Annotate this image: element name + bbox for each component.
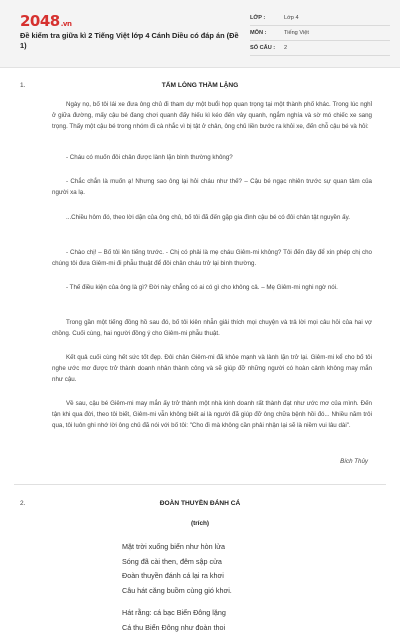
document-title: Đề kiểm tra giữa kì 2 Tiếng Việt lớp 4 Cánh Diều có đáp án (Đề 1) (20, 31, 240, 51)
poem-line: Câu hát căng buồm cùng gió khơi. (122, 584, 362, 599)
meta-value: 2 (284, 45, 390, 51)
question-subtitle: (trích) (0, 520, 400, 527)
passage-author: Bích Thủy (340, 458, 368, 465)
meta-key: MÔN : (250, 30, 284, 36)
poem-line: Cá thu Biển Đông như đoàn thoi (122, 621, 362, 635)
logo-tld: .vn (61, 20, 72, 28)
meta-value[interactable]: Lớp 4 (284, 15, 390, 21)
question-title: TẤM LÒNG THẦM LẶNG (0, 82, 400, 89)
site-logo[interactable] (20, 12, 71, 30)
meta-key: LỚP : (250, 15, 284, 21)
passage-paragraph: Kết quả cuối cùng hết sức tốt đẹp. Đôi chân Giêm-mi đã khỏe mạnh và lành lặn trở lại. Giêm-mi kể cho bố tôi nghe ước mơ được trở thành doanh nhân thành công và sẽ giúp đỡ những người có hoàn cảnh không may mắn như cậu. (52, 352, 372, 385)
question-title: ĐOÀN THUYỀN ĐÁNH CÁ (0, 500, 400, 507)
meta-row-subject (250, 26, 390, 41)
poem-line: Sóng đã cài then, đêm sập cửa (122, 555, 362, 570)
passage-paragraph: - Chắc chắn là muốn ạ! Nhưng sao ông lại hỏi cháu như thế? – Cậu bé ngạc nhiên trước sự quan tâm của người xa lạ. (52, 176, 372, 198)
logo-text: 2048 (20, 12, 60, 30)
meta-table (250, 11, 390, 56)
passage-paragraph: - Chào chị! – Bố tôi lên tiếng trước. - Chị có phải là mẹ cháu Giêm-mi không? Tôi đến đây để xin phép chị cho chúng tôi đưa Giêm-mi đi phẫu thuật để đôi chân cháu trở lại bình thường. (52, 247, 372, 269)
meta-value[interactable]: Tiếng Việt (284, 30, 390, 36)
poem-line: Mặt trời xuống biển như hòn lửa (122, 540, 362, 555)
poem-line: Đoàn thuyền đánh cá lại ra khơi (122, 569, 362, 584)
poem (122, 540, 362, 635)
passage-paragraph: - Thế điều kiện của ông là gì? Đời này chẳng có ai có gì cho không cả. – Mẹ Giêm-mi nghi ngờ nói. (52, 282, 372, 293)
meta-row-question-count (250, 41, 390, 56)
poem-line: Hát rằng: cá bạc Biển Đông lặng (122, 606, 362, 621)
poem-stanza-gap (122, 598, 362, 606)
passage-paragraph: - Cháu có muốn đôi chân được lành lặn bình thường không? (52, 152, 372, 163)
question-number: 2. (20, 500, 25, 507)
passage-paragraph: Trong gần một tiếng đồng hồ sau đó, bố tôi kiên nhẫn giải thích mọi chuyện và trả lời mọi câu hỏi của hai vợ chồng. Cuối cùng, hai người đồng ý cho Giêm-mi phẫu thuật. (52, 317, 372, 339)
passage-paragraph: ...Chiều hôm đó, theo lời dặn của ông chủ, bố tôi đã đến gặp gia đình cậu bé có đôi chân tật nguyền ấy. (52, 212, 372, 223)
passage-paragraph: Ngày nọ, bố tôi lái xe đưa ông chủ đi tham dự một buổi họp quan trọng tại một thành phố khác. Trong lúc nghỉ ở giữa đường, mấy cậu bé đang chơi quanh đấy hiếu kì kéo đến vây quanh, ngắm nghía và sờ mó chiếc xe sang trọng. Thấy một cậu bé trong nhóm đi cà nhắc vì bị tật ở chân, ông chủ liền bước ra khỏi xe, đến chỗ cậu bé và hỏi: (52, 99, 372, 132)
question-number: 1. (20, 82, 25, 89)
meta-row-class (250, 11, 390, 26)
question-divider (14, 484, 386, 485)
page-header (0, 0, 400, 68)
meta-key: SỐ CÂU : (250, 45, 284, 51)
passage-paragraph: Về sau, cậu bé Giêm-mi may mắn ấy trở thành một nhà kinh doanh rất thành đạt như ước mơ của mình. Đến tận khi qua đời, theo tôi biết, Giêm-mi vẫn không biết ai là người đã giúp đỡ ông chữa bệnh hồi đó... Nhiều năm trôi qua, tôi luôn ghi nhớ lời ông chủ đã nói với bố tôi: "Cho đi mà không cần phải nhận lại sẽ là niềm vui lâu dài". (52, 398, 372, 431)
